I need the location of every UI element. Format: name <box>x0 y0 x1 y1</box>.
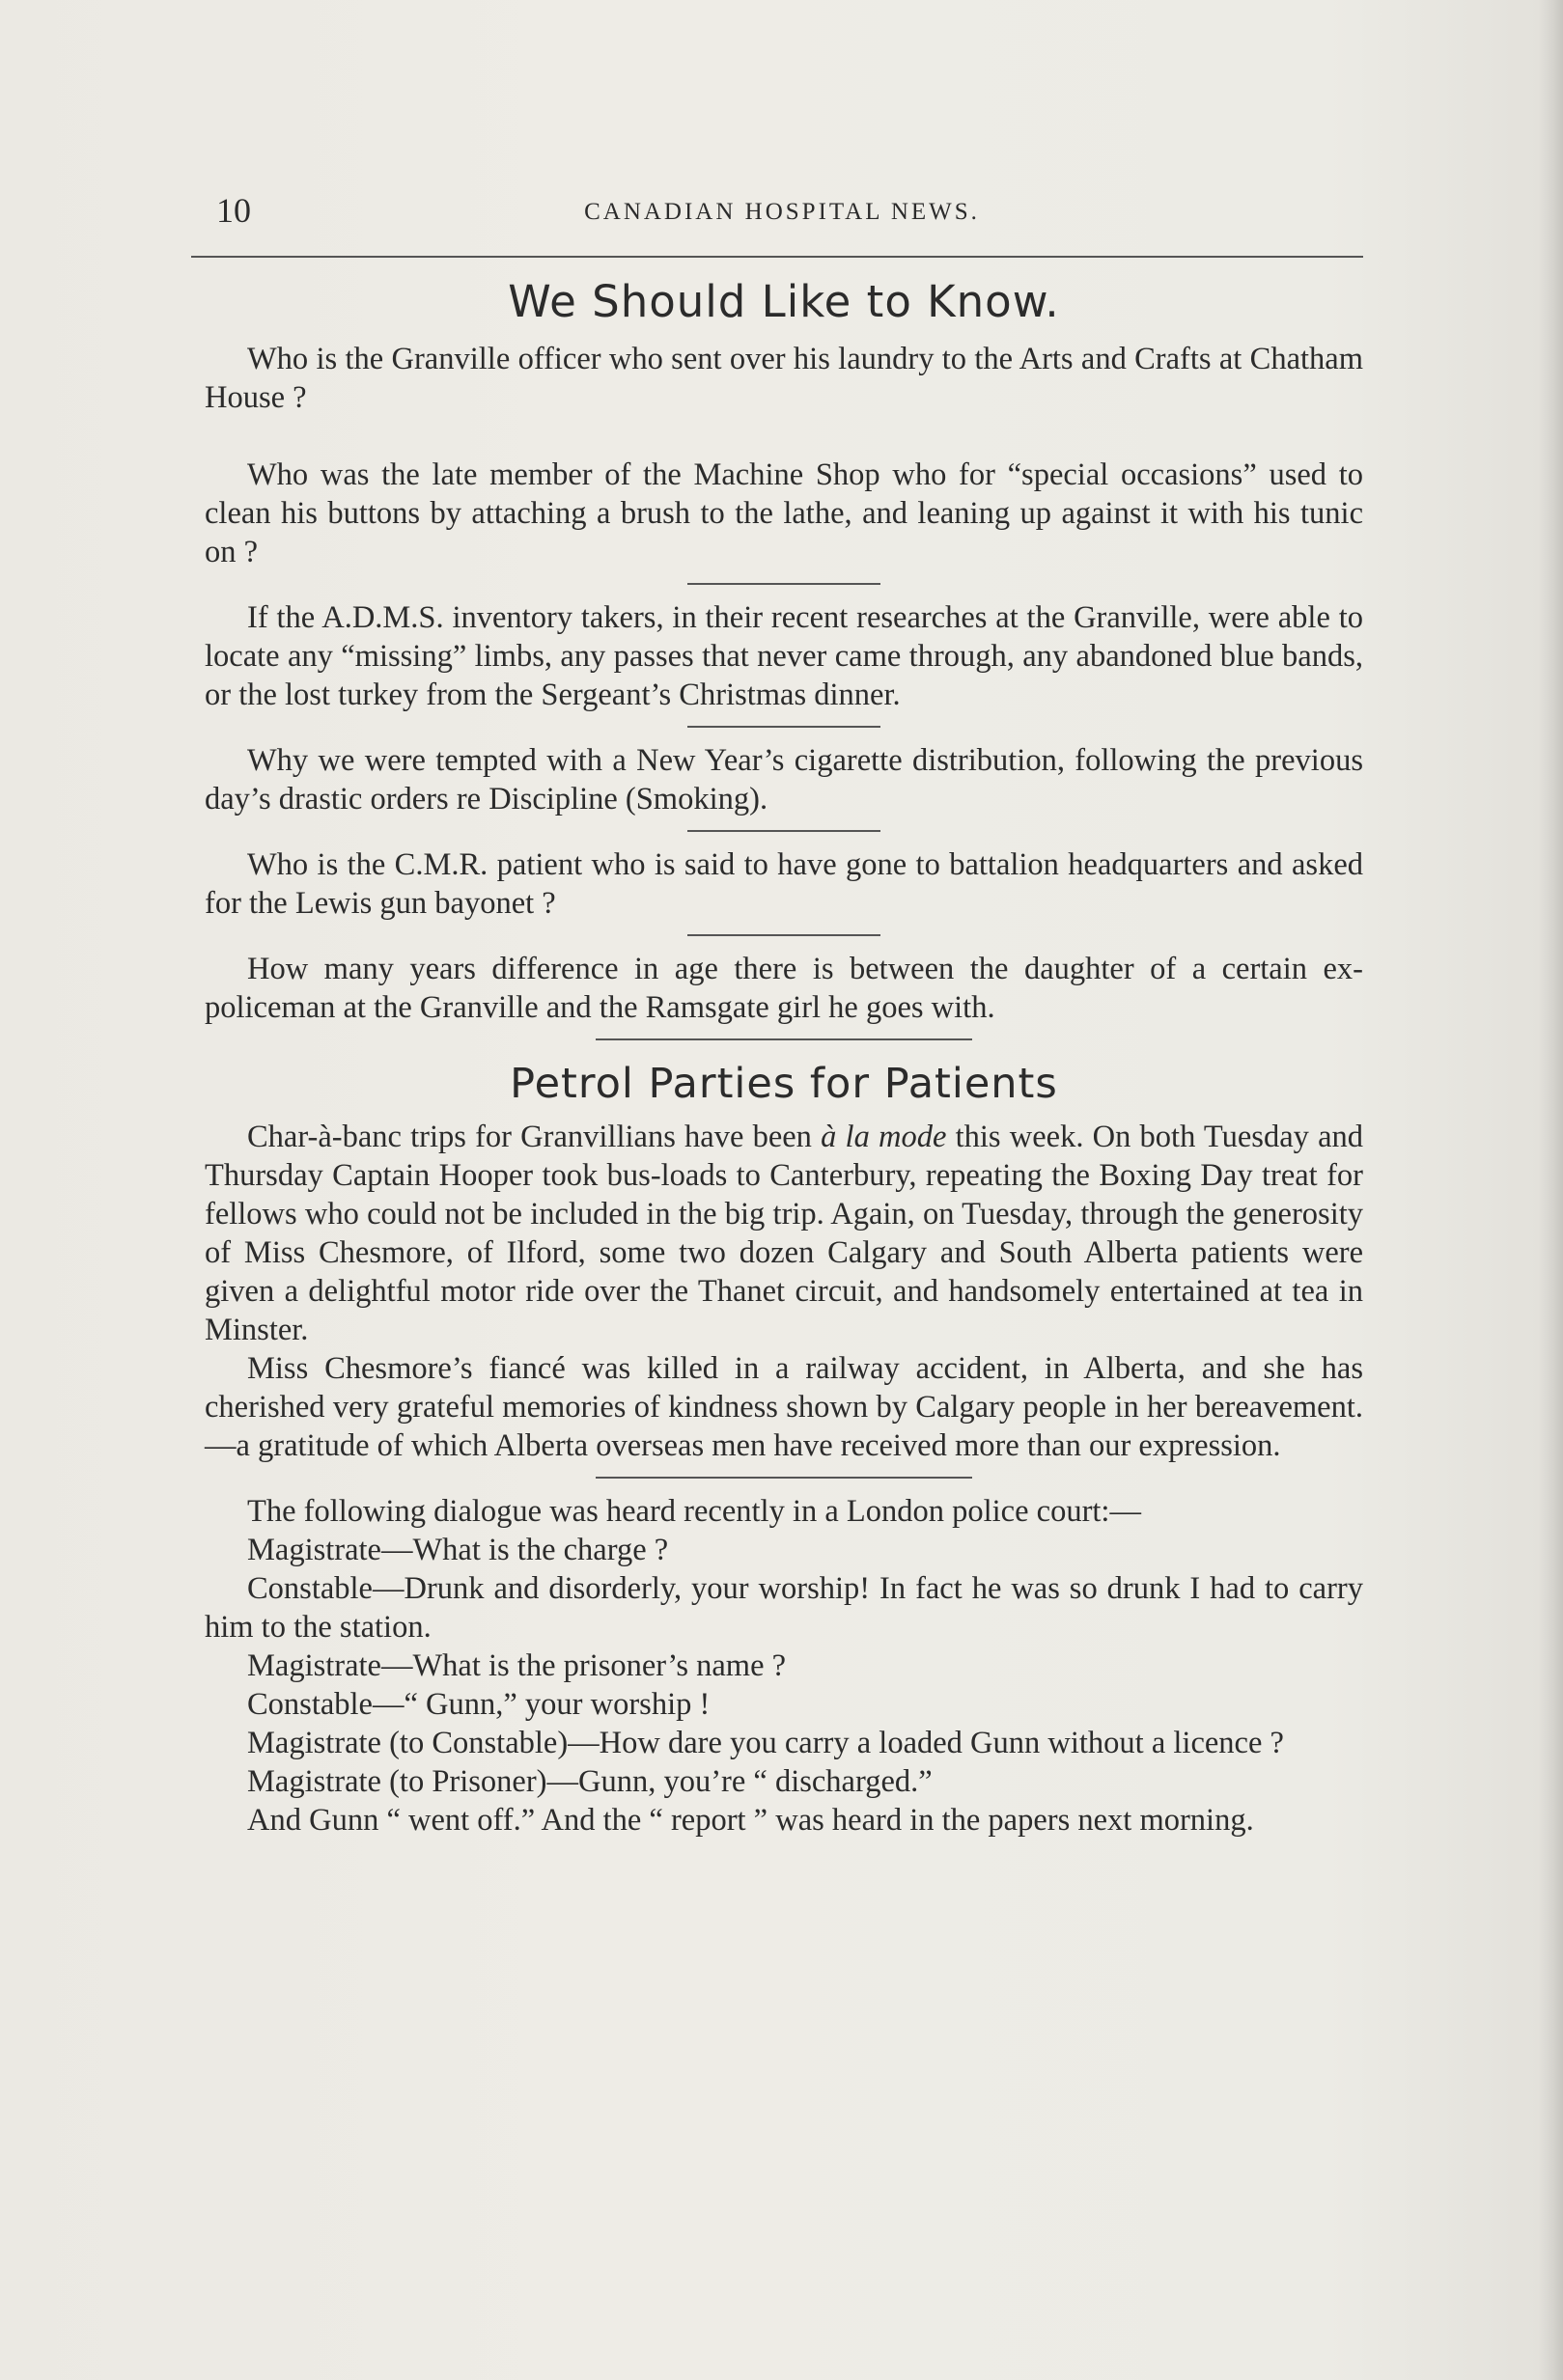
police-court-dialogue <box>205 1492 1363 1840</box>
text-run: this week. On both Tuesday and Thursday Captain Hooper took bus-loads to Canterbury, repeating the Boxing Day treat for fellows who could not be included in the big trip. Again, on Tuesday, through the generosity of Miss Chesmore, of Ilford, some two dozen Calgary and South Alberta patients were given a delightful motor ride over the Thanet circuit, and handsomely entertained at tea in Minster. <box>205 1120 1363 1347</box>
section-title-we-should-like-to-know: We Should Like to Know. <box>508 276 1060 327</box>
section-divider <box>687 830 880 832</box>
dialogue-line: Magistrate (to Prisoner)—Gunn, you’re “ discharged.” <box>247 1764 933 1799</box>
page-edge-shadow <box>1538 0 1563 2380</box>
page-header <box>203 189 1361 237</box>
section-divider <box>687 726 880 728</box>
section-divider <box>596 1038 972 1040</box>
header-rule <box>191 256 1363 258</box>
dialogue-line: Constable—“ Gunn,” your worship ! <box>247 1687 711 1722</box>
question-paragraph: Why we were tempted with a New Year’s cigarette distribution, following the previous day’s drastic orders re Discipline (Smoking). <box>205 743 1363 816</box>
question-paragraph: Who was the late member of the Machine Shop who for “special occasions” used to clean his buttons by attaching a brush to the lathe, and leaning up against it with his tunic on ? <box>205 457 1363 569</box>
dialogue-line: Magistrate—What is the charge ? <box>247 1533 669 1567</box>
page-number: 10 <box>216 191 251 230</box>
running-head: CANADIAN HOSPITAL NEWS. <box>584 199 980 225</box>
paragraph-gap <box>205 427 1363 456</box>
section-divider <box>687 583 880 585</box>
section-title-petrol-parties: Petrol Parties for Patients <box>510 1060 1058 1108</box>
dialogue-line: And Gunn “ went off.” And the “ report ” was heard in the papers next morning. <box>247 1803 1254 1838</box>
text-run: Char-à-banc trips for Granvillians have been <box>247 1120 822 1154</box>
dialogue-line: Magistrate—What is the prisoner’s name ? <box>247 1648 787 1683</box>
dialogue-line: Magistrate (to Constable)—How dare you carry a loaded Gunn without a licence ? <box>247 1726 1284 1760</box>
question-paragraph: Who is the Granville officer who sent over his laundry to the Arts and Crafts at Chatham House ? <box>205 342 1363 415</box>
italic-phrase: à la mode <box>821 1120 947 1154</box>
section-divider <box>687 934 880 936</box>
question-paragraph: Who is the C.M.R. patient who is said to have gone to battalion headquarters and asked for the Lewis gun bayonet ? <box>205 847 1363 921</box>
dialogue-line: Constable—Drunk and disorderly, your worship! In fact he was so drunk I had to carry him to the station. <box>205 1571 1363 1645</box>
dialogue-intro: The following dialogue was heard recently in a London police court:— <box>247 1494 1141 1529</box>
question-paragraph: How many years difference in age there is between the daughter of a certain ex-policeman at the Granville and the Ramsgate girl he goes with. <box>205 952 1363 1025</box>
section-divider <box>596 1477 972 1479</box>
question-paragraph: If the A.D.M.S. inventory takers, in their recent researches at the Granville, were able to locate any “missing” limbs, any passes that never came through, any abandoned blue bands, or the lost turkey from the Sergeant’s Christmas dinner. <box>205 600 1363 712</box>
petrol-parties-body <box>205 1118 1363 1465</box>
article-paragraph: Miss Chesmore’s fiancé was killed in a railway accident, in Alberta, and she has cherished very grateful memories of kindness shown by Calgary people in her bereavement.—a gratitude of which Alberta overseas men have received more than our expression. <box>205 1351 1363 1463</box>
article-paragraph <box>205 1118 1363 1349</box>
article-column <box>205 263 1363 1840</box>
